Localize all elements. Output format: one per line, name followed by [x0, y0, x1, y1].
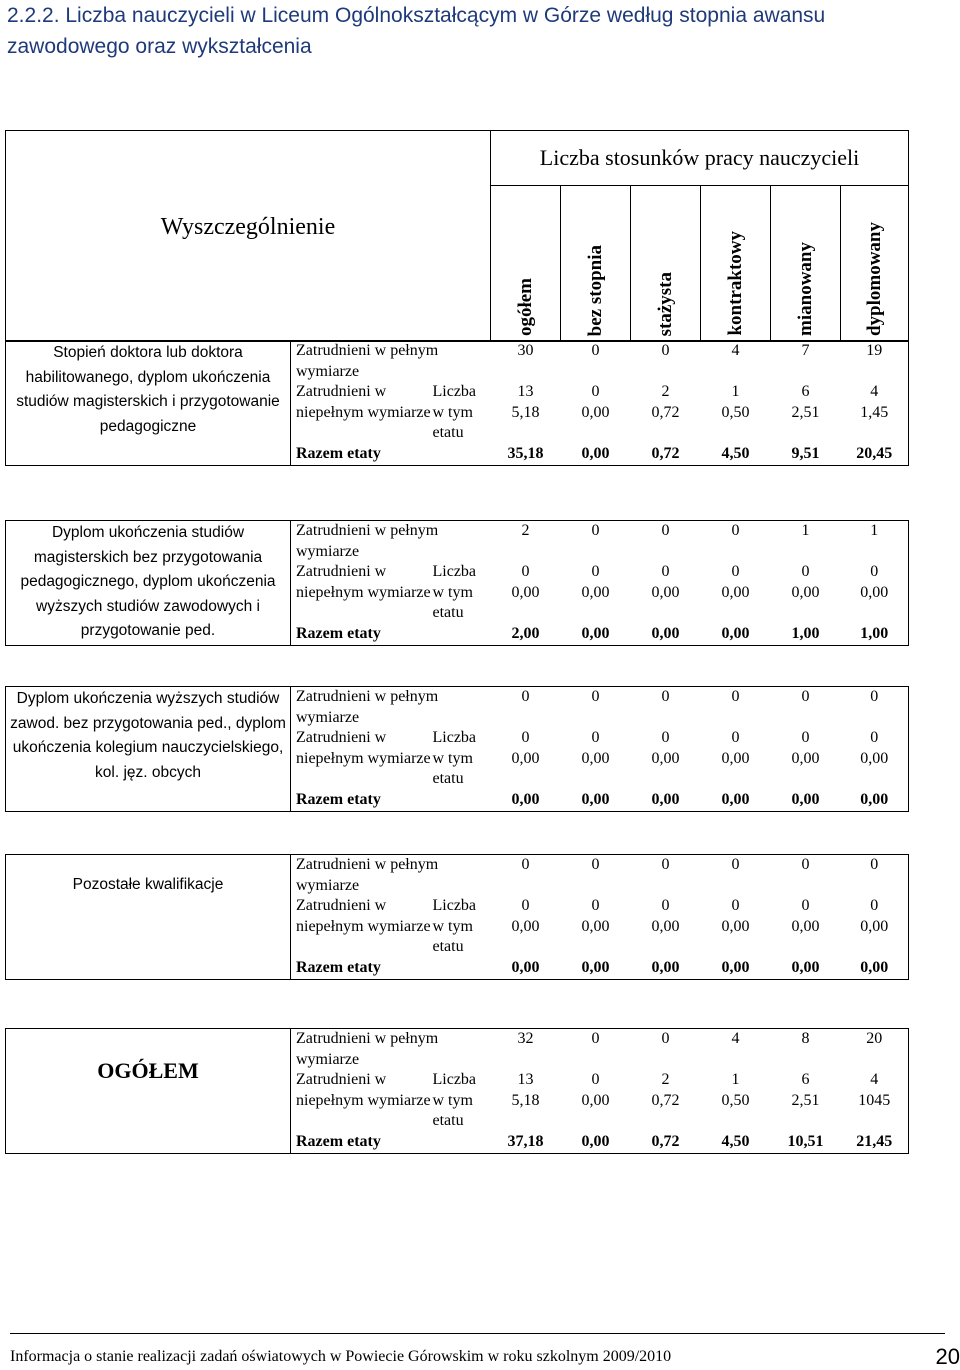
- cell-part_fte-1: 0,00: [581, 917, 610, 935]
- section-table-1: [5, 340, 909, 466]
- cell-part_count-4: 6: [801, 383, 810, 400]
- fte-label: w tym etatu: [432, 1091, 473, 1129]
- cell-total-0: 2,00: [491, 624, 561, 646]
- section-table-4: [5, 854, 909, 980]
- cell-full_time-2: 0: [631, 521, 701, 563]
- cell-part_count-2: 0: [661, 729, 670, 746]
- part-time-label: Zatrudnieni w niepełnym wymiarze: [296, 383, 431, 421]
- cell-full_time-3: 4: [701, 1029, 771, 1071]
- cell-full_time-1: 0: [561, 687, 631, 729]
- cell-part_count-1: 0: [591, 897, 600, 914]
- cell-part_count-5: 4: [841, 382, 909, 403]
- cell-total-0: 35,18: [491, 444, 561, 466]
- cell-full_time-0: 0: [491, 855, 561, 897]
- count-label: Liczba: [432, 729, 477, 746]
- section-table-5: [5, 1028, 909, 1154]
- cell-total-3: 4,50: [701, 444, 771, 466]
- cell-full_time-0: 30: [491, 341, 561, 383]
- col-header-chartered: dyplomowany: [841, 186, 909, 342]
- cell-full_time-1: 0: [561, 521, 631, 563]
- cell-part_fte-5: 0,00: [841, 749, 909, 790]
- cell-total-4: 10,51: [771, 1132, 841, 1154]
- cell-part_count-4: 6: [801, 1071, 810, 1088]
- section-table-2: [5, 520, 909, 646]
- cell-full_time-0: 32: [491, 1029, 561, 1071]
- cell-part_fte-4: 2,51: [791, 403, 820, 421]
- qualification-label: Stopień doktora lub doktora habilitowanego, dyplom ukończenia studiów magisterskich i przygotowanie pedagogiczne: [6, 341, 291, 466]
- cell-total-5: 20,45: [841, 444, 909, 466]
- cell-part_fte-4: 0,00: [791, 917, 820, 935]
- cell-part_fte-3: 0,50: [721, 1091, 750, 1109]
- cell-part_fte-0: 0,00: [511, 583, 540, 601]
- cell-full_time-5: 1: [841, 521, 909, 563]
- cell-part_count-0: 0: [521, 729, 530, 746]
- cell-full_time-4: 1: [771, 521, 841, 563]
- qualification-label: Dyplom ukończenia wyższych studiów zawod. bez przygotowania ped., dyplom ukończenia kolegium nauczycielskiego, kol. jęz. obcych: [6, 687, 291, 812]
- cell-total-1: 0,00: [561, 624, 631, 646]
- col-header-appointed: mianowany: [771, 186, 841, 342]
- cell-total-5: 0,00: [841, 790, 909, 812]
- part-time-label: Zatrudnieni w niepełnym wymiarze: [296, 897, 431, 935]
- count-label: Liczba: [432, 1071, 477, 1088]
- cell-full_time-3: 0: [701, 687, 771, 729]
- cell-total-4: 0,00: [771, 790, 841, 812]
- fte-label: w tym etatu: [432, 917, 473, 955]
- cell-full_time-4: 8: [771, 1029, 841, 1071]
- total-label: Razem etaty: [291, 444, 491, 466]
- cell-total-2: 0,00: [631, 790, 701, 812]
- cell-total-2: 0,72: [631, 444, 701, 466]
- cell-total-2: 0,72: [631, 1132, 701, 1154]
- cell-full_time-3: 0: [701, 521, 771, 563]
- cell-total-3: 0,00: [701, 624, 771, 646]
- cell-full_time-3: 0: [701, 855, 771, 897]
- cell-part_fte-2: 0,00: [651, 917, 680, 935]
- cell-part_count-4: 0: [801, 563, 810, 580]
- cell-total-0: 0,00: [491, 790, 561, 812]
- total-label: Razem etaty: [291, 624, 491, 646]
- cell-total-5: 1,00: [841, 624, 909, 646]
- cell-full_time-5: 0: [841, 687, 909, 729]
- cell-part_count-2: 0: [661, 897, 670, 914]
- cell-part_count-2: 2: [661, 383, 670, 400]
- count-label: Liczba: [432, 897, 477, 914]
- cell-full_time-5: 20: [841, 1029, 909, 1071]
- cell-part_count-1: 0: [591, 1071, 600, 1088]
- part-time-label: Zatrudnieni w niepełnym wymiarze: [296, 729, 431, 767]
- cell-full_time-2: 0: [631, 855, 701, 897]
- fte-label: w tym etatu: [432, 749, 473, 787]
- group-header: Liczba stosunków pracy nauczycieli: [491, 131, 909, 186]
- full-time-label: Zatrudnieni w pełnym wymiarze: [291, 687, 491, 729]
- full-time-label: Zatrudnieni w pełnym wymiarze: [291, 341, 491, 383]
- full-time-label: Zatrudnieni w pełnym wymiarze: [291, 1029, 491, 1071]
- cell-part_count-1: 0: [591, 729, 600, 746]
- cell-part_fte-2: 0,72: [651, 403, 680, 421]
- page-heading: 2.2.2. Liczba nauczycieli w Liceum Ogólnokształcącym w Górze według stopnia awansu zawodowego oraz wykształcenia: [7, 4, 826, 58]
- cell-part_fte-5: 0,00: [841, 917, 909, 958]
- cell-total-0: 0,00: [491, 958, 561, 980]
- cell-part_count-3: 0: [731, 563, 740, 580]
- cell-full_time-4: 0: [771, 687, 841, 729]
- cell-part_fte-0: 5,18: [511, 1091, 540, 1109]
- cell-total-1: 0,00: [561, 958, 631, 980]
- cell-total-0: 37,18: [491, 1132, 561, 1154]
- cell-part_count-4: 0: [801, 729, 810, 746]
- section-table-3: [5, 686, 909, 812]
- cell-total-4: 0,00: [771, 958, 841, 980]
- cell-part_fte-2: 0,72: [651, 1091, 680, 1109]
- cell-total-2: 0,00: [631, 958, 701, 980]
- cell-part_fte-3: 0,50: [721, 403, 750, 421]
- cell-full_time-5: 0: [841, 855, 909, 897]
- cell-total-3: 0,00: [701, 958, 771, 980]
- cell-total-4: 1,00: [771, 624, 841, 646]
- cell-part_count-5: 0: [841, 562, 909, 583]
- cell-total-3: 0,00: [701, 790, 771, 812]
- qualification-label: Dyplom ukończenia studiów magisterskich bez przygotowania pedagogicznego, dyplom ukończenia wyższych studiów zawodowych i przygotowanie ped.: [6, 521, 291, 646]
- cell-full_time-1: 0: [561, 855, 631, 897]
- cell-full_time-2: 0: [631, 687, 701, 729]
- cell-part_fte-4: 0,00: [791, 583, 820, 601]
- cell-part_count-0: 0: [521, 897, 530, 914]
- cell-part_fte-1: 0,00: [581, 583, 610, 601]
- cell-full_time-2: 0: [631, 1029, 701, 1071]
- cell-full_time-0: 2: [491, 521, 561, 563]
- cell-part_fte-5: 1,45: [841, 403, 909, 444]
- header-table: [5, 130, 909, 342]
- cell-full_time-1: 0: [561, 1029, 631, 1071]
- spec-header: Wyszczególnienie: [6, 131, 491, 342]
- cell-total-5: 0,00: [841, 958, 909, 980]
- qualification-label: Pozostałe kwalifikacje: [6, 855, 291, 980]
- part-time-label: Zatrudnieni w niepełnym wymiarze: [296, 563, 431, 601]
- cell-total-1: 0,00: [561, 790, 631, 812]
- cell-part_count-3: 1: [731, 383, 740, 400]
- cell-part_fte-0: 5,18: [511, 403, 540, 421]
- cell-part_fte-0: 0,00: [511, 749, 540, 767]
- cell-part_count-0: 13: [517, 383, 534, 400]
- cell-part_count-5: 4: [841, 1070, 909, 1091]
- col-header-trainee: stażysta: [631, 186, 701, 342]
- cell-part_count-3: 0: [731, 897, 740, 914]
- cell-part_fte-1: 0,00: [581, 1091, 610, 1109]
- count-label: Liczba: [432, 563, 477, 580]
- cell-part_count-1: 0: [591, 563, 600, 580]
- cell-part_fte-2: 0,00: [651, 749, 680, 767]
- cell-full_time-3: 4: [701, 341, 771, 383]
- cell-total-4: 9,51: [771, 444, 841, 466]
- cell-part_count-0: 13: [517, 1071, 534, 1088]
- cell-part_count-0: 0: [521, 563, 530, 580]
- cell-part_count-5: 0: [841, 728, 909, 749]
- cell-total-3: 4,50: [701, 1132, 771, 1154]
- cell-part_fte-3: 0,00: [721, 583, 750, 601]
- cell-part_fte-1: 0,00: [581, 403, 610, 421]
- cell-part_fte-1: 0,00: [581, 749, 610, 767]
- col-header-no-degree: bez stopnia: [561, 186, 631, 342]
- cell-part_fte-3: 0,00: [721, 749, 750, 767]
- cell-part_count-2: 0: [661, 563, 670, 580]
- full-time-label: Zatrudnieni w pełnym wymiarze: [291, 855, 491, 897]
- cell-part_count-1: 0: [591, 383, 600, 400]
- cell-part_count-3: 1: [731, 1071, 740, 1088]
- cell-full_time-1: 0: [561, 341, 631, 383]
- cell-part_count-4: 0: [801, 897, 810, 914]
- count-label: Liczba: [432, 383, 477, 400]
- qualification-label: OGÓŁEM: [6, 1029, 291, 1154]
- cell-part_fte-5: 1045: [841, 1091, 909, 1132]
- footer-divider: [10, 1333, 945, 1334]
- col-header-total: ogółem: [491, 186, 561, 342]
- cell-total-5: 21,45: [841, 1132, 909, 1154]
- cell-full_time-0: 0: [491, 687, 561, 729]
- total-label: Razem etaty: [291, 958, 491, 980]
- cell-full_time-4: 0: [771, 855, 841, 897]
- cell-part_fte-4: 2,51: [791, 1091, 820, 1109]
- cell-part_count-5: 0: [841, 896, 909, 917]
- fte-label: w tym etatu: [432, 583, 473, 621]
- fte-label: w tym etatu: [432, 403, 473, 441]
- cell-full_time-4: 7: [771, 341, 841, 383]
- cell-full_time-2: 0: [631, 341, 701, 383]
- cell-part_fte-3: 0,00: [721, 917, 750, 935]
- total-label: Razem etaty: [291, 790, 491, 812]
- cell-total-2: 0,00: [631, 624, 701, 646]
- cell-total-1: 0,00: [561, 444, 631, 466]
- footer-text: Informacja o stanie realizacji zadań oświatowych w Powiecie Górowskim w roku szkolnym 2009/2010: [10, 1348, 672, 1365]
- cell-part_fte-4: 0,00: [791, 749, 820, 767]
- full-time-label: Zatrudnieni w pełnym wymiarze: [291, 521, 491, 563]
- cell-part_fte-0: 0,00: [511, 917, 540, 935]
- cell-part_count-2: 2: [661, 1071, 670, 1088]
- cell-part_fte-2: 0,00: [651, 583, 680, 601]
- page-number: 20: [935, 1344, 960, 1369]
- col-header-contract: kontraktowy: [701, 186, 771, 342]
- cell-part_count-3: 0: [731, 729, 740, 746]
- cell-part_fte-5: 0,00: [841, 583, 909, 624]
- cell-full_time-5: 19: [841, 341, 909, 383]
- total-label: Razem etaty: [291, 1132, 491, 1154]
- cell-total-1: 0,00: [561, 1132, 631, 1154]
- part-time-label: Zatrudnieni w niepełnym wymiarze: [296, 1071, 431, 1109]
